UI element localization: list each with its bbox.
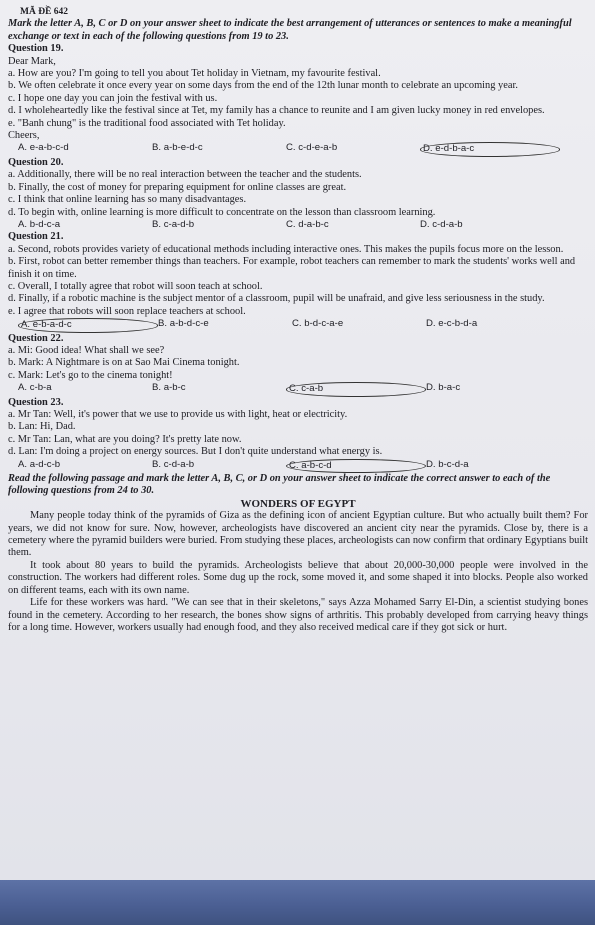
question-line: c. I think that online learning has so many disadvantages. (8, 194, 247, 206)
answer-options (8, 219, 588, 231)
question-line: a. Mi: Good idea! What shall we see? (8, 344, 165, 356)
question-title: Question 21. (8, 231, 64, 243)
option-d[interactable]: D. e-c-b-d-a (426, 318, 478, 330)
option-a[interactable]: A. b-d-c-a (18, 218, 61, 230)
option-b[interactable]: B. c-d-a-b (152, 458, 195, 470)
option-c[interactable]: C. d-a-b-c (286, 218, 329, 230)
option-d[interactable]: D. c-d-a-b (420, 218, 463, 230)
question-line: Dear Mark, (8, 55, 56, 67)
instruction-arrangement: Mark the letter A, B, C or D on your answer sheet to indicate the best arrangement of utterances or sentences to make a meaningful exchange or text in each of the following questions from 19 to 23. (8, 18, 572, 42)
answer-options (8, 142, 588, 156)
question-line: b. First, robot can better remember things than teachers. For example, robot teachers can remember to mark the students' works well and finish it on time. (8, 256, 576, 280)
question-line: Cheers, (8, 130, 40, 142)
question-line: a. Additionally, there will be no real interaction between the teacher and the students. (8, 169, 362, 181)
question-19 (8, 43, 588, 157)
option-b[interactable]: B. a-b-e-d-c (152, 142, 203, 154)
question-line: c. Mr Tan: Lan, what are you doing? It's pretty late now. (8, 433, 242, 445)
option-c[interactable]: C. b-d-c-a-e (292, 318, 344, 330)
question-line: c. Mark: Let's go to the cinema tonight! (8, 369, 173, 381)
passage-paragraph: Many people today think of the pyramids of Giza as the defining icon of ancient Egyptian culture. But who actually built them? For years, we did not know for sure. Now, however, archeologists have discovered an ancient city near the pyramids. Close by, there is a cemetery where the pyramid builders were buried. From studying these places, archeologists can now confirm that ordinary Egyptians built them. (8, 510, 588, 559)
question-line: a. Second, robots provides variety of educational methods including interactive ones. This makes the pupils focus more on the lesson. (8, 243, 564, 255)
option-c[interactable]: C. c-a-b (286, 382, 426, 396)
question-23 (8, 397, 588, 473)
passage-paragraph: It took about 80 years to build the pyramids. Archeologists believe that about 20,000-30,000 people were involved in the construction. The workers had different roles. Some dug up the rock, some moved it, and some shaped it into blocks. People also worked on different teams, each with its own name. (8, 559, 588, 596)
answer-options (8, 318, 588, 332)
answer-options (8, 382, 588, 396)
question-title: Question 22. (8, 332, 64, 344)
question-line: d. To begin with, online learning is more difficult to concentrate on the lesson than classroom learning. (8, 206, 436, 218)
question-20 (8, 157, 588, 231)
question-line: e. "Banh chung" is the traditional food associated with Tet holiday. (8, 117, 286, 129)
option-d[interactable]: D. b-a-c (426, 382, 461, 394)
question-line: e. I agree that robots will soon replace teachers at school. (8, 305, 246, 317)
table-surface (0, 880, 595, 925)
option-a[interactable]: A. a-d-c-b (18, 458, 61, 470)
exam-content (8, 6, 588, 634)
option-d[interactable]: D. b-c-d-a (426, 458, 469, 470)
option-a[interactable]: A. e-a-b-c-d (18, 142, 69, 154)
question-title: Question 20. (8, 156, 64, 168)
option-c[interactable]: C. c-d-e-a-b (286, 142, 338, 154)
question-22 (8, 333, 588, 397)
question-line: d. I wholeheartedly like the festival since at Tet, my family has a chance to reunite and I am given lucky money in red envelopes. (8, 105, 545, 117)
question-line: c. Overall, I totally agree that robot will soon teach at school. (8, 280, 263, 292)
question-line: d. Finally, if a robotic machine is the subject mentor of a classroom, pupil will be unafraid, and give less seriousness in the study. (8, 293, 545, 305)
answer-options (8, 459, 588, 473)
option-a[interactable]: A. c-b-a (18, 382, 52, 394)
question-21 (8, 231, 588, 332)
option-b[interactable]: B. c-a-d-b (152, 218, 195, 230)
question-line: b. Lan: Hi, Dad. (8, 421, 76, 433)
question-line: c. I hope one day you can join the festival with us. (8, 92, 218, 104)
question-line: a. How are you? I'm going to tell you about Tet holiday in Vietnam, my favourite festival. (8, 68, 381, 80)
passage-title: WONDERS OF EGYPT (240, 497, 356, 510)
option-b[interactable]: B. a-b-d-c-e (158, 318, 209, 330)
option-b[interactable]: B. a-b-c (152, 382, 186, 394)
question-line: a. Mr Tan: Well, it's power that we use to provide us with light, heat or electricity. (8, 409, 348, 420)
exam-code: MÃ ĐỀ 642 (20, 7, 69, 17)
instruction-reading: Read the following passage and mark the letter A, B, C, or D on your answer sheet to indicate the correct answer to each of the following questions from 24 to 30. (8, 473, 551, 497)
option-c[interactable]: C. a-b-c-d (286, 459, 426, 473)
passage-paragraph: Life for these workers was hard. "We can see that in their skeletons," says Azza Mohamed Sarry El-Din, a scientist studying bones found in the cemetery. According to her research, the bones show signs of arthritis. This probably developed from carrying heavy things for a long time. However, workers usually had enough food, and they also received medical care if they got sick or hurt. (8, 597, 588, 633)
option-d[interactable]: D. e-d-b-a-c (420, 142, 560, 156)
question-line: b. We often celebrate it once every year on some days from the end of the 12th lunar month to celebrate an upcoming year. (8, 80, 518, 92)
question-title: Question 19. (8, 43, 64, 55)
question-title: Question 23. (8, 396, 64, 408)
question-line: b. Mark: A Nightmare is on at Sao Mai Cinema tonight. (8, 357, 240, 369)
question-line: d. Lan: I'm doing a project on energy sources. But I don't quite understand what energy is. (8, 446, 383, 458)
question-line: b. Finally, the cost of money for preparing equipment for online classes are great. (8, 181, 347, 193)
option-a[interactable]: A. e-b-a-d-c (18, 318, 158, 332)
